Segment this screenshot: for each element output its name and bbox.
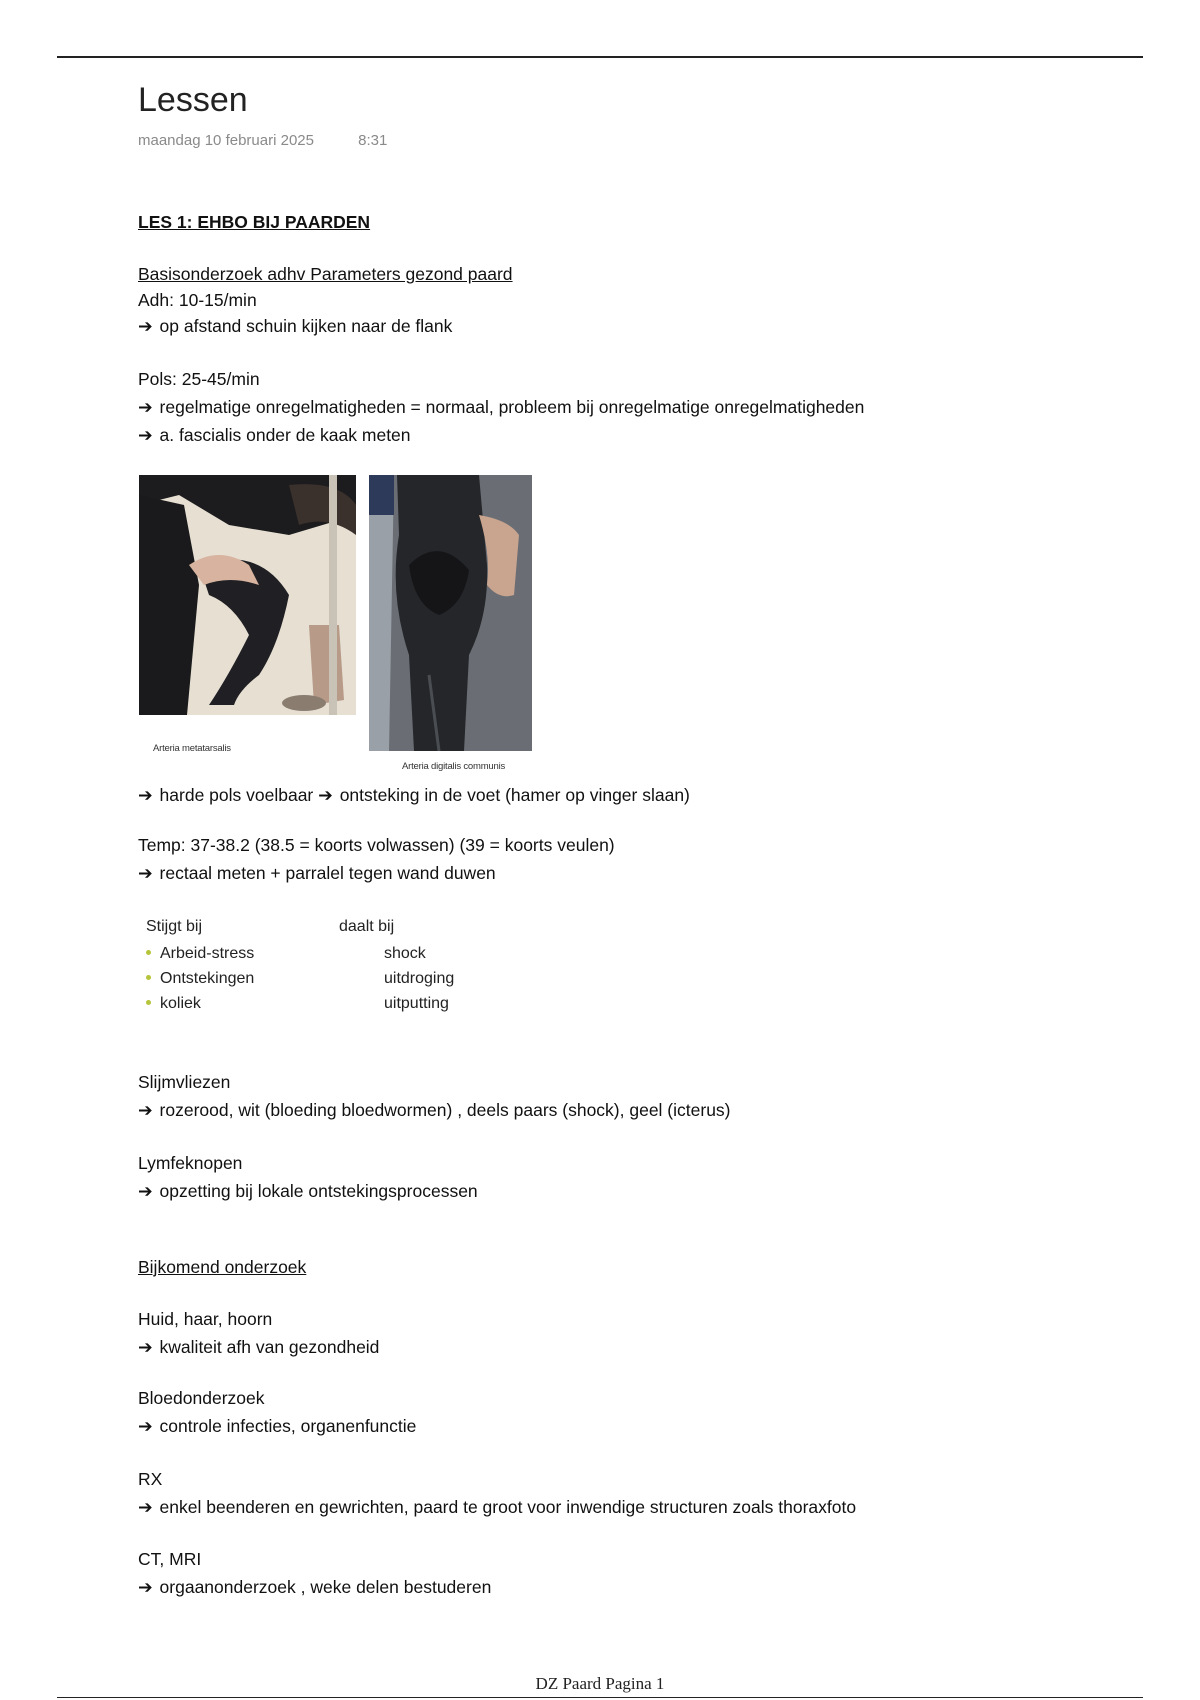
lymf-note: ➔ opzetting bij lokale ontstekingsprocessen: [138, 1181, 478, 1201]
arrow-icon: ➔: [138, 1337, 153, 1357]
table-row-daalt: shock: [384, 945, 426, 962]
bullet-icon: [146, 975, 151, 980]
horse-leg-photo-2: [369, 475, 532, 751]
arrow-icon: ➔: [138, 863, 153, 883]
table-row-stijgt: koliek: [146, 995, 201, 1013]
caption-arteria-metatarsalis: Arteria metatarsalis: [153, 743, 231, 754]
page-title: Lessen: [138, 81, 248, 119]
arrow-icon: ➔: [138, 397, 153, 417]
page-header: [138, 74, 387, 149]
page-footer: DZ Paard Pagina 1: [535, 1674, 665, 1693]
horse-leg-photo-1: [139, 475, 356, 715]
section-heading-basisonderzoek: Basisonderzoek adhv Parameters gezond paard: [138, 264, 513, 284]
table-header-stijgt: Stijgt bij: [146, 918, 203, 935]
ct-note: ➔ orgaanonderzoek , weke delen bestuderen: [138, 1577, 492, 1597]
temp-note: ➔ rectaal meten + parralel tegen wand duwen: [138, 863, 496, 883]
adh-note: ➔ op afstand schuin kijken naar de flank: [138, 316, 453, 336]
page-date: maandag 10 februari 2025: [138, 132, 314, 149]
table-row-daalt: uitdroging: [384, 970, 455, 987]
bloed-label: Bloedonderzoek: [138, 1388, 265, 1408]
huid-label: Huid, haar, hoorn: [138, 1309, 273, 1329]
lymf-label: Lymfeknopen: [138, 1153, 243, 1173]
bloed-note: ➔ controle infecties, organenfunctie: [138, 1416, 417, 1436]
table-header-daalt: daalt bij: [339, 918, 395, 935]
arrow-icon: ➔: [138, 316, 153, 336]
photo-arteria-metatarsalis: [139, 475, 356, 715]
caption-arteria-digitalis: Arteria digitalis communis: [402, 761, 506, 772]
bullet-icon: [146, 1000, 151, 1005]
arrow-icon: ➔: [138, 1497, 153, 1517]
table-row-stijgt: Ontstekingen: [146, 970, 254, 988]
rx-label: RX: [138, 1469, 163, 1489]
top-rule: [57, 56, 1143, 58]
temp-label: Temp: 37-38.2 (38.5 = koorts volwassen) (39 = koorts veulen): [138, 835, 615, 855]
arrow-icon: ➔: [318, 785, 333, 805]
arrow-icon: ➔: [138, 1577, 153, 1597]
slijm-note: ➔ rozerood, wit (bloeding bloedwormen) , deels paars (shock), geel (icterus): [138, 1100, 731, 1120]
ct-label: CT, MRI: [138, 1549, 202, 1569]
table-row-stijgt: Arbeid-stress: [146, 945, 254, 963]
arrow-icon: ➔: [138, 425, 153, 445]
pols-note-3: ➔ harde pols voelbaar ➔ ontsteking in de voet (hamer op vinger slaan): [138, 785, 690, 805]
huid-note: ➔ kwaliteit afh van gezondheid: [138, 1337, 380, 1357]
page-time: 8:31: [358, 132, 388, 149]
pols-note-2: ➔ a. fascialis onder de kaak meten: [138, 425, 411, 445]
lesson-heading: LES 1: EHBO BIJ PAARDEN: [138, 212, 371, 232]
arrow-icon: ➔: [138, 785, 153, 805]
arrow-icon: ➔: [138, 1181, 153, 1201]
pols-note-1: ➔ regelmatige onregelmatigheden = normaal, probleem bij onregelmatige onregelmatigheden: [138, 397, 865, 417]
photo-arteria-digitalis: [369, 475, 532, 751]
pols-label: Pols: 25-45/min: [138, 369, 260, 389]
rx-note: ➔ enkel beenderen en gewrichten, paard te groot voor inwendige structuren zoals thoraxfoto: [138, 1497, 857, 1517]
bottom-rule: [57, 1697, 1143, 1698]
page-meta: [138, 132, 387, 149]
adh-label: Adh: 10-15/min: [138, 290, 257, 310]
arrow-icon: ➔: [138, 1416, 153, 1436]
slijm-label: Slijmvliezen: [138, 1072, 231, 1092]
bullet-icon: [146, 950, 151, 955]
section-heading-bijkomend: Bijkomend onderzoek: [138, 1257, 307, 1277]
table-row-daalt: uitputting: [384, 995, 449, 1012]
arrow-icon: ➔: [138, 1100, 153, 1120]
